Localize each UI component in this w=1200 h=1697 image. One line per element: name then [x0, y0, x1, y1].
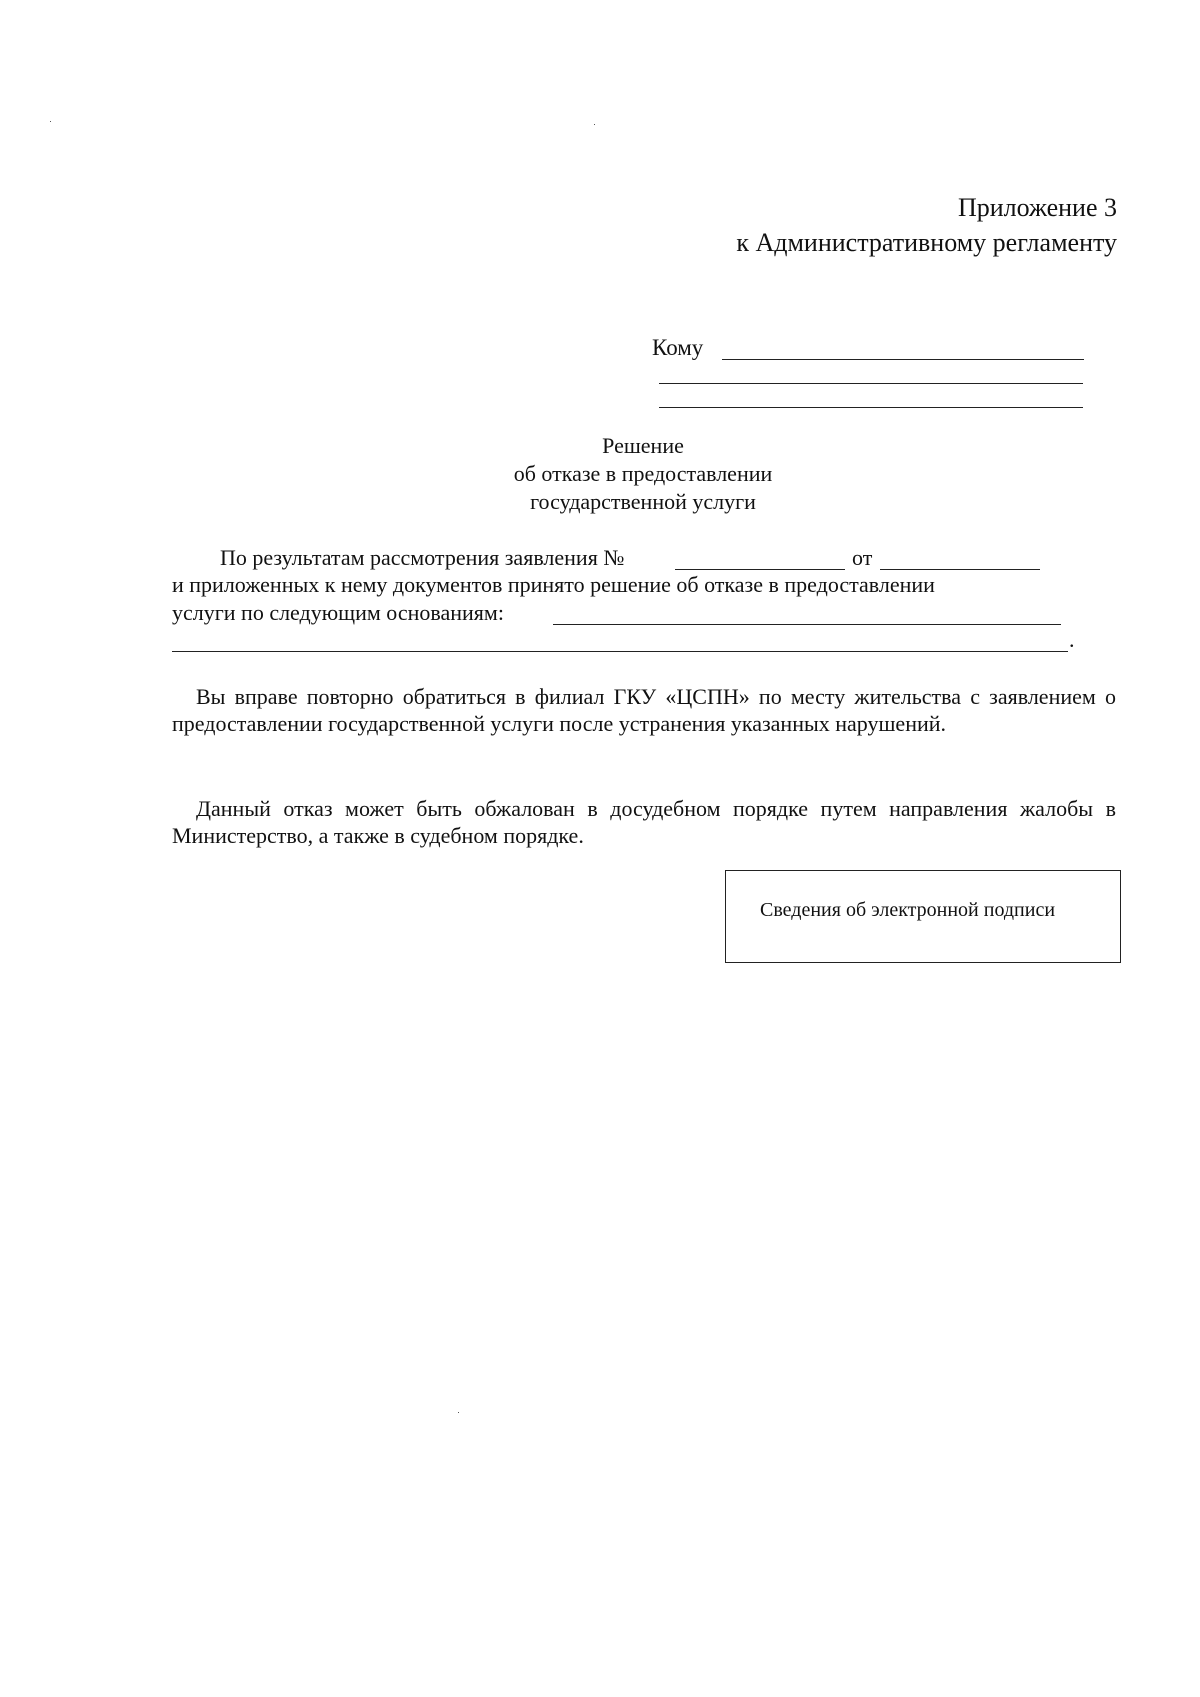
recipient-line-1	[722, 359, 1084, 360]
title-line-2: об отказе в предоставлении	[513, 461, 773, 486]
reapply-paragraph: Вы вправе повторно обратиться в филиал ГКУ «ЦСПН» по месту жительства с заявлением о предоставлении государственной услуги после устранения указанных нарушений.	[172, 684, 1116, 736]
application-number-blank	[675, 569, 845, 570]
scan-speck	[50, 121, 51, 122]
recipient-line-3	[659, 407, 1083, 408]
body-line-1-text: По результатам рассмотрения заявления №	[220, 545, 625, 570]
appendix-number: Приложение 3	[957, 193, 1117, 222]
appeal-paragraph: Данный отказ может быть обжалован в досудебном порядке путем направления жалобы в Министерство, а также в судебном порядке.	[172, 796, 1116, 848]
decision-title	[0, 432, 1200, 516]
body-line-2: и приложенных к нему документов принято решение об отказе в предоставлении	[172, 572, 935, 597]
appendix-header	[736, 190, 1117, 260]
application-date-blank	[880, 569, 1040, 570]
recipient-label: Кому	[652, 335, 704, 360]
title-line-3: государственной услуги	[530, 489, 756, 514]
grounds-blank-2	[172, 651, 1068, 652]
body-line-3: услуги по следующим основаниям:	[172, 600, 504, 625]
appendix-reference: к Административному регламенту	[736, 228, 1117, 257]
electronic-signature-label: Сведения об электронной подписи	[760, 899, 1056, 921]
body-line-1-from: от	[852, 545, 873, 570]
title-line-1: Решение	[602, 433, 684, 458]
recipient-line-2	[659, 383, 1083, 384]
grounds-end-period: .	[1069, 627, 1075, 652]
electronic-signature-box	[725, 870, 1121, 963]
scan-speck	[594, 124, 595, 125]
grounds-blank-1	[553, 624, 1061, 625]
scan-speck	[458, 1412, 459, 1413]
